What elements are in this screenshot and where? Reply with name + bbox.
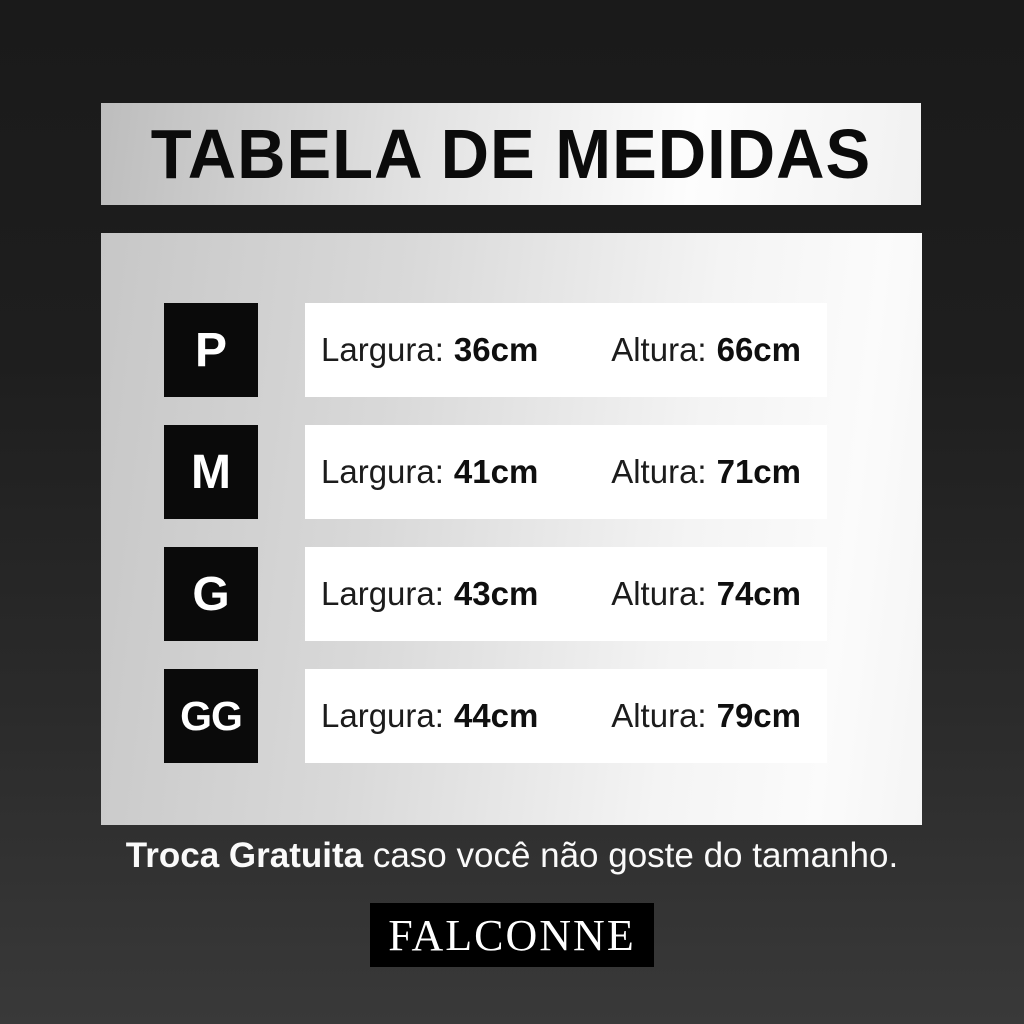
size-badge-m — [164, 425, 258, 519]
width-label: Largura: — [321, 575, 444, 612]
width-measure — [321, 331, 538, 369]
width-label: Largura: — [321, 453, 444, 490]
exchange-note — [0, 833, 1024, 879]
size-row-m — [164, 425, 922, 519]
header-banner — [101, 103, 921, 205]
height-value: 79cm — [716, 697, 801, 734]
height-label: Altura: — [611, 697, 707, 734]
height-measure — [611, 697, 801, 735]
measure-bar — [305, 425, 827, 519]
size-badge-g — [164, 547, 258, 641]
brand-logo-text: FALCONNE — [388, 910, 636, 960]
size-badge-label: P — [194, 323, 227, 377]
height-label: Altura: — [611, 331, 707, 368]
exchange-note-bold: Troca Gratuita — [125, 836, 364, 875]
height-value: 74cm — [716, 575, 801, 612]
width-measure — [321, 697, 538, 735]
height-label: Altura: — [611, 575, 707, 612]
width-value: 41cm — [453, 453, 539, 490]
size-badge-gg — [164, 669, 258, 763]
width-measure — [321, 453, 538, 491]
height-measure — [611, 453, 801, 491]
page-title: TABELA DE MEDIDAS — [150, 115, 872, 193]
height-value: 71cm — [716, 453, 801, 490]
size-badge-label: M — [191, 445, 231, 499]
width-measure — [321, 575, 538, 613]
height-measure — [611, 575, 801, 613]
size-table-panel — [101, 233, 922, 825]
height-value: 66cm — [716, 331, 801, 368]
measure-bar — [305, 669, 827, 763]
size-row-gg — [164, 669, 922, 763]
size-badge-label: GG — [180, 692, 242, 739]
brand-box — [370, 903, 654, 967]
height-label: Altura: — [611, 453, 707, 490]
width-value: 44cm — [453, 697, 539, 734]
size-badge-label: G — [192, 567, 230, 621]
width-value: 43cm — [453, 575, 539, 612]
height-measure — [611, 331, 801, 369]
width-value: 36cm — [453, 331, 539, 368]
measure-bar — [305, 303, 827, 397]
measure-bar — [305, 547, 827, 641]
size-row-g — [164, 547, 922, 641]
size-badge-p — [164, 303, 258, 397]
width-label: Largura: — [321, 331, 444, 368]
exchange-note-rest: caso você não goste do tamanho. — [363, 836, 899, 875]
width-label: Largura: — [321, 697, 444, 734]
size-row-p — [164, 303, 922, 397]
